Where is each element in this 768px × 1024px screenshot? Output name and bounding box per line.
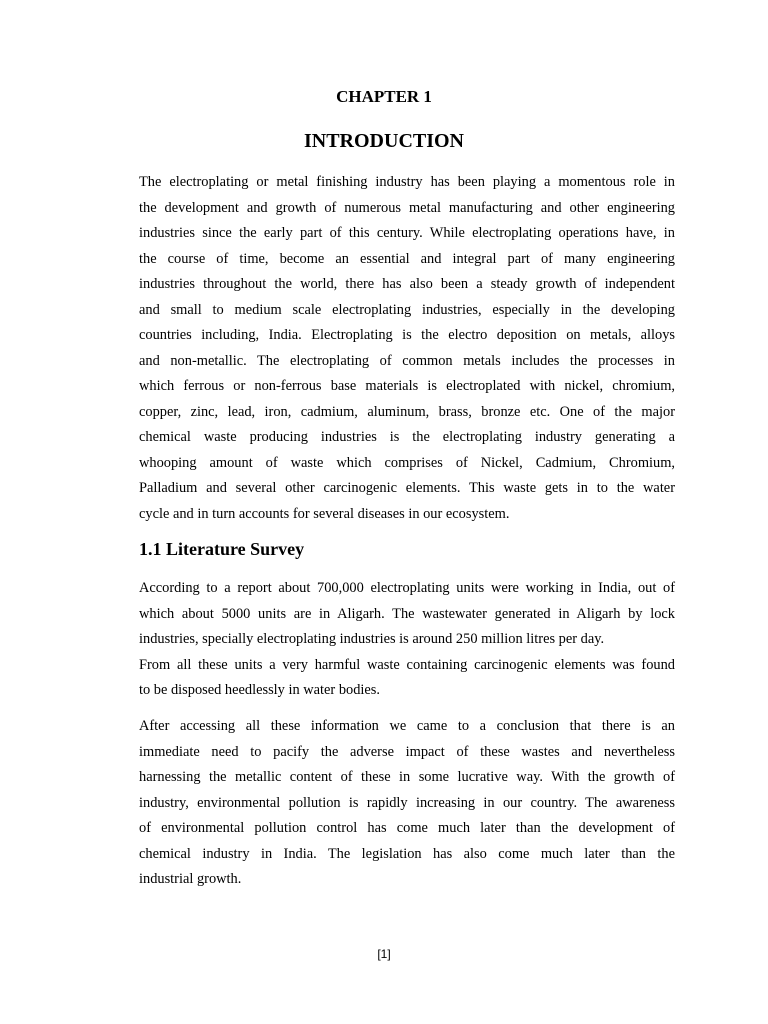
chapter-label: CHAPTER 1 (336, 87, 432, 106)
intro-line: Palladium and several other carcinogenic elements. This waste gets in to the water (139, 480, 675, 496)
intro-line: and non-metallic. The electroplating of common metals includes the processes in (139, 352, 675, 369)
intro-line: The electroplating or metal finishing industry has been playing a momentous role in (139, 174, 675, 190)
intro-line: industries throughout the world, there has also been a steady growth of independent (139, 276, 675, 292)
intro-line: and small to medium scale electroplating industries, especially in the developing (139, 301, 675, 318)
survey-line: to be disposed heedlessly in water bodies. (139, 682, 380, 698)
intro-line: countries including, India. Electroplating is the electro deposition on metals, alloys (139, 327, 675, 343)
intro-line: cycle and in turn accounts for several diseases in our ecosystem. (139, 505, 510, 522)
page-number: [1] (377, 947, 391, 961)
intro-line: copper, zinc, lead, iron, cadmium, aluminum, brass, bronze etc. One of the major (139, 403, 675, 420)
conclusion-line: chemical industry in India. The legislation has also come much later than the (139, 845, 675, 862)
intro-line: chemical waste producing industries is the electroplating industry generating a (139, 429, 675, 445)
intro-line: industries since the early part of this century. While electroplating operations have, in (139, 225, 675, 241)
intro-line: the development and growth of numerous metal manufacturing and other engineering (139, 199, 675, 216)
survey-paragraph (139, 576, 675, 704)
survey-line: which about 5000 units are in Aligarh. The wastewater generated in Aligarh by lock (139, 605, 675, 622)
conclusion-line: harnessing the metallic content of these in some lucrative way. With the growth of (139, 769, 675, 785)
section-heading: 1.1 Literature Survey (139, 539, 305, 559)
conclusion-paragraph (139, 714, 675, 893)
survey-line: industries, specially electroplating industries is around 250 million litres per day. (139, 631, 605, 647)
intro-paragraph (139, 170, 675, 527)
chapter-title: INTRODUCTION (303, 130, 465, 152)
intro-line: which ferrous or non-ferrous base materials is electroplated with nickel, chromium, (139, 378, 675, 394)
survey-line: According to a report about 700,000 electroplating units were working in India, out of (139, 580, 675, 596)
intro-line: whooping amount of waste which comprises of Nickel, Cadmium, Chromium, (139, 454, 675, 471)
conclusion-line: of environmental pollution control has come much later than the development of (139, 820, 675, 836)
conclusion-line: immediate need to pacify the adverse impact of these wastes and nevertheless (139, 743, 675, 760)
conclusion-line: industrial growth. (139, 871, 242, 887)
intro-line: the course of time, become an essential and integral part of many engineering (139, 250, 675, 267)
conclusion-line: After accessing all these information we came to a conclusion that there is an (139, 718, 675, 734)
survey-line: From all these units a very harmful waste containing carcinogenic elements was found (139, 656, 675, 673)
conclusion-line: industry, environmental pollution is rapidly increasing in our country. The awareness (139, 794, 675, 811)
